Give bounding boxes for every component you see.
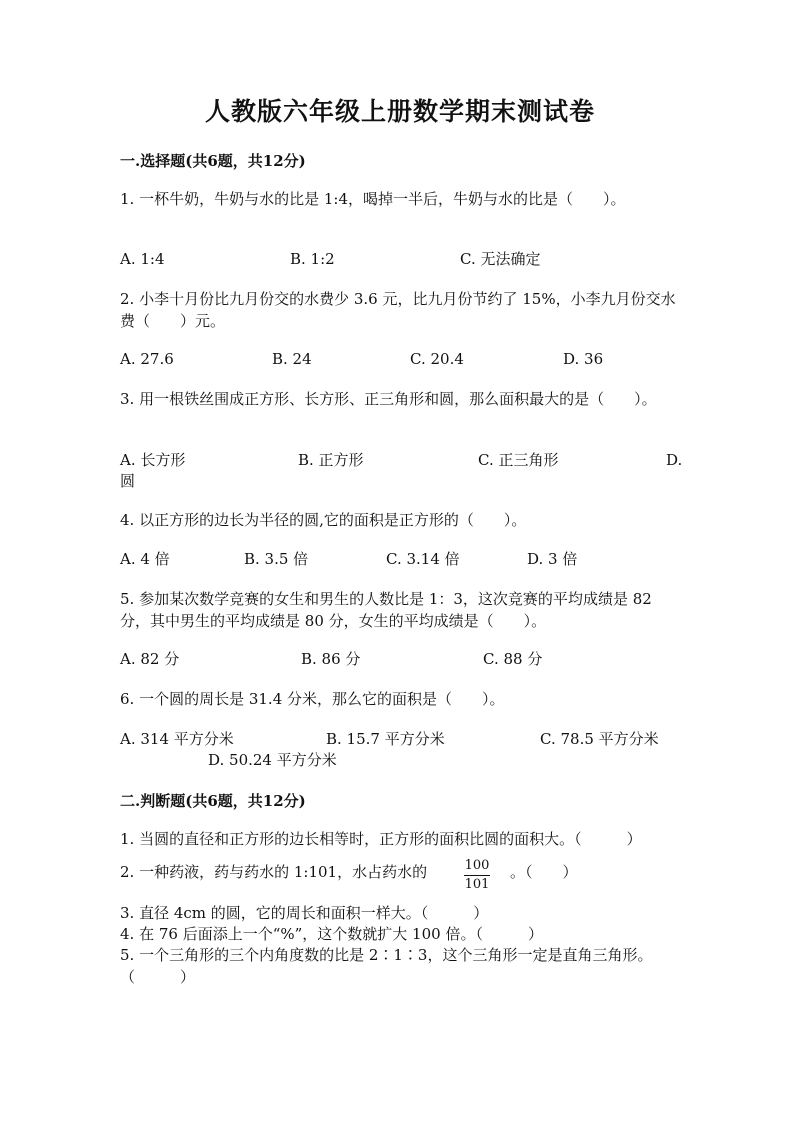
question-4-option-c: C. 3.14 倍 <box>386 550 460 568</box>
judgement-item-1: 1. 当圆的直径和正方形的边长相等时，正方形的面积比圆的面积大。（ ） <box>120 830 642 848</box>
question-4-option-a: A. 4 倍 <box>120 550 170 568</box>
fraction-denominator: 101 <box>464 877 490 892</box>
question-3-option-c: C. 正三角形 <box>478 451 559 469</box>
question-2-option-b: B. 24 <box>272 350 312 368</box>
question-6-stem: 6. 一个圆的周长是 31.4 分米，那么它的面积是（ ）。 <box>120 690 505 708</box>
question-4-option-d: D. 3 倍 <box>527 550 578 568</box>
section-heading-judgement: 二.判断题(共6题，共12分) <box>120 792 306 810</box>
question-2-option-d: D. 36 <box>563 350 604 368</box>
question-4-option-b: B. 3.5 倍 <box>244 550 309 568</box>
judgement-item-4: 4. 在 76 后面添上一个“%”，这个数就扩大 100 倍。（ ） <box>120 925 543 943</box>
question-5-option-a: A. 82 分 <box>120 650 180 668</box>
question-6-option-b: B. 15.7 平方分米 <box>326 730 445 748</box>
question-6-option-d: D. 50.24 平方分米 <box>208 751 337 769</box>
question-3-option-b: B. 正方形 <box>298 451 364 469</box>
question-3-option-d: D. <box>666 451 683 469</box>
question-5-option-b: B. 86 分 <box>301 650 361 668</box>
page-title: 人教版六年级上册数学期末测试卷 <box>204 97 595 126</box>
judgement-item-2: 2. 一种药液，药与药水的 1:101，水占药水的 <box>120 863 428 881</box>
section-heading-choice: 一.选择题(共6题，共12分) <box>120 152 306 170</box>
question-1-stem: 1. 一杯牛奶，牛奶与水的比是 1:4，喝掉一半后，牛奶与水的比是（ ）。 <box>120 190 626 208</box>
fraction-100-101 <box>464 858 490 893</box>
question-2-option-c: C. 20.4 <box>410 350 464 368</box>
question-2-option-a: A. 27.6 <box>120 350 174 368</box>
question-5-option-c: C. 88 分 <box>483 650 543 668</box>
question-6-option-c: C. 78.5 平方分米 <box>540 730 659 748</box>
question-2-stem: 2. 小李十月份比九月份交的水费少 3.6 元，比九月份节约了 15%，小李九月份交水费（ ）元。 <box>120 290 676 330</box>
question-1-option-b: B. 1:2 <box>290 250 335 268</box>
fraction-numerator: 100 <box>464 858 490 876</box>
question-4-stem: 4. 以正方形的边长为半径的圆,它的面积是正方形的（ ）。 <box>120 511 527 529</box>
question-3-option-d-text: 圆 <box>120 472 136 490</box>
question-1-option-a: A. 1:4 <box>120 250 165 268</box>
question-3-option-a: A. 长方形 <box>120 451 186 469</box>
question-3-stem: 3. 用一根铁丝围成正方形、长方形、正三角形和圆，那么面积最大的是（ ）。 <box>120 390 657 408</box>
question-1-option-c: C. 无法确定 <box>460 250 541 268</box>
judgement-item-3: 3. 直径 4cm 的圆，它的周长和面积一样大。（ ） <box>120 904 489 922</box>
question-6-option-a: A. 314 平方分米 <box>120 730 234 748</box>
judgement-item-5: 5. 一个三角形的三个内角度数的比是 2∶1∶3，这个三角形一定是直角三角形。（ ） <box>120 946 653 986</box>
judgement-item-2-tail: 。（ ） <box>510 863 578 881</box>
question-5-stem: 5. 参加某次数学竞赛的女生和男生的人数比是 1：3，这次竞赛的平均成绩是 82 分，其中男生的平均成绩是 80 分，女生的平均成绩是（ ）。 <box>120 590 652 630</box>
